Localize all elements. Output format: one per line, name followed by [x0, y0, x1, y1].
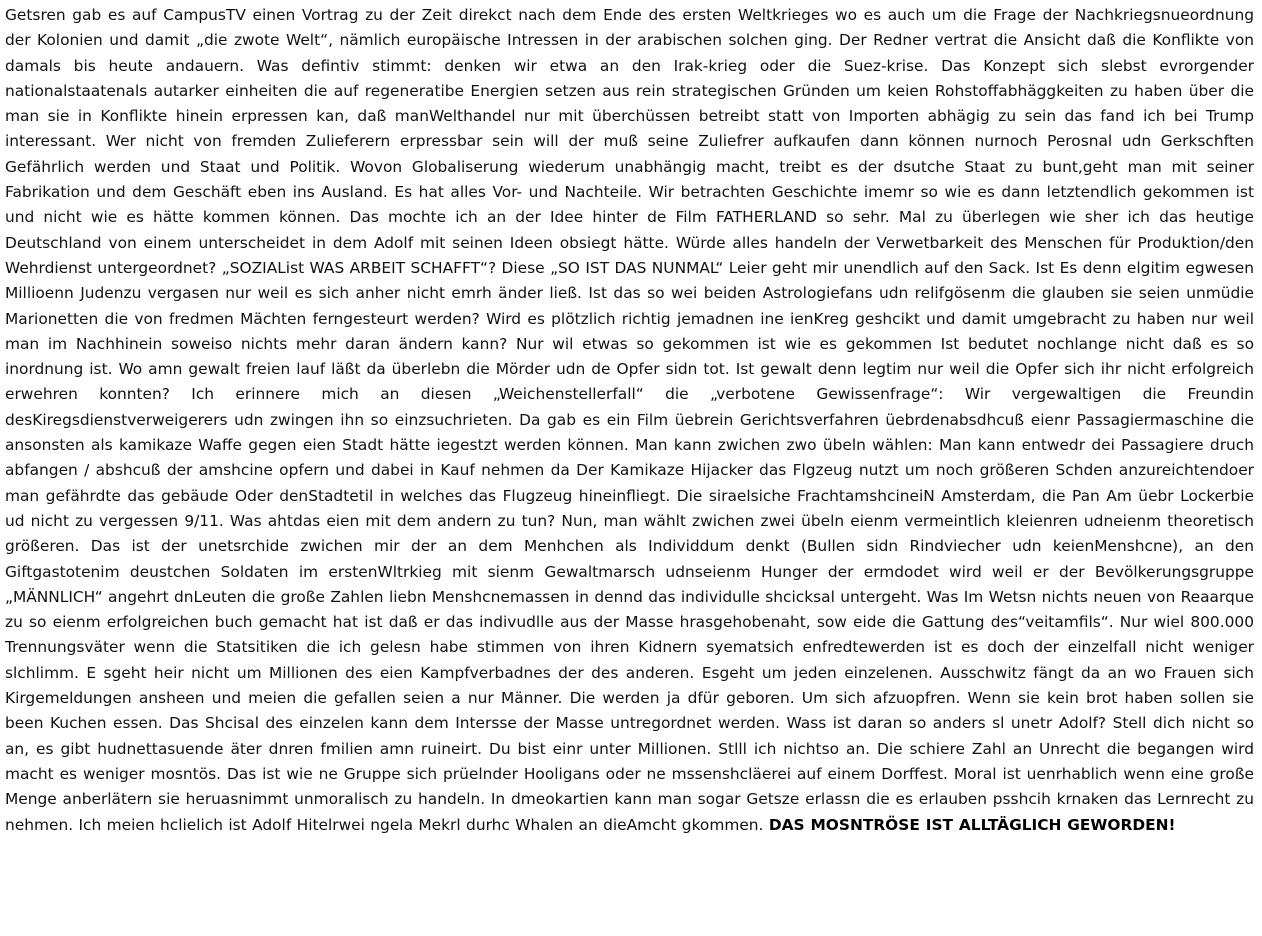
closing-statement: DAS MOSNTRÖSE IST ALLTÄGLICH GEWORDEN! — [768, 815, 1176, 834]
document-paragraph — [5, 3, 1254, 838]
body-text: Getsren gab es auf CampusTV einen Vortrag zu der Zeit direkct nach dem Ende des ersten Weltkrieges wo es auch um die Frage der Nachkriegsnueordnung der Kolonien und damit „die zwote Welt“, nämlich europäische Intressen in der arabischen solchen ging. Der Redner vertrat die Ansicht daß die Konflikte von damals bis heute andauern. Was defintiv stimmt: denken wir etwa an den Irak-krieg oder die Suez-krise. Das Konzept sich slebst evrorgender nationalstaatenals autarker einheiten die auf regeneratibe Energien setzen aus rein strategischen Gründen um keien Rohstoffabhäggkeiten zu haben über die man sie in Konflikte hinein erpressen kan, daß manWelthandel nur mit überchüssen betreibt statt von Importen abhägig zu sein das fand ich bei Trump interessant. Wer nicht von fremden Zulieferern erpressbar sein will der muß seine Zuliefrer aufkaufen dann können nurnoch Perosnal udn Gerkschften Gefährlich werden und Staat und Politik. Wovon Globaliserung wiederum unabhängig macht, treibt es der dsutche Staat zu bunt,geht man mit seiner Fabrikation und dem Geschäft eben ins Ausland. Es hat alles Vor- und Nachteile. Wir betrachten Geschichte imemr so wie es dann letztendlich gekommen ist und nicht wie es hätte kommen können. Das mochte ich an der Idee hinter de Film FATHERLAND so sehr. Mal zu überlegen wie sher ich das heutige Deutschland von einem unterscheidet in dem Adolf mit seinen Ideen obsiegt hätte. Würde alles handeln der Verwetbarkeit des Menschen für Produktion/den Wehrdienst untergeordnet? „SOZIAList WAS ARBEIT SCHAFFT“? Diese „SO IST DAS NUNMAL“ Leier geht mir unendlich auf den Sack. Ist Es denn elgitim egwesen Millioenn Judenzu vergasen nur weil es sich anher nicht emrh änder ließ. Ist das so wei beiden Astrologiefans udn relifgösenm die glauben sie seien unmüdie Marionetten die von fredmen Mächten ferngesteurt werden? Wird es plötzlich richtig jemadnen ine ienKreg geshcikt und damit umgebracht zu haben nur weil man im Nachhinein soweiso nichts mehr daran ändern kann? Nur wil etwas so gekommen ist wie es gekommen Ist bedutet nochlange nicht daß es so inordnung ist. Wo amn gewalt freien lauf läßt da überlebn die Mörder udn de Opfer sidn tot. Ist gewalt denn legtim nur weil die Opfer sich ihr nicht erfolgreich erwehren konnten? Ich erinnere mich an diesen „Weichenstellerfall“ die „verbotene Gewissenfrage“: Wir vergewaltigen die Freundin desKiregsdienstverweigerers udn zwingen ihn so einzsuchrieten. Da gab es ein Film üebrein Gerichtsverfahren üebrdenabsdhcuß eienr Passagiermaschine die ansonsten als kamikaze Waffe gegen eien Stadt hätte iegestzt werden können. Man kann zwichen zwo übeln wählen: Man kann entwedr dei Passagiere druch abfangen / abshcuß der amshcine opfern und dabei in Kauf nehmen da Der Kamikaze Hijacker das Flgzeug nutzt um noch größeren Schden anzureichtendoer man gefährdte das gebäude Oder denStadtetil in welches das Flugzeug hineinfliegt. Die siraelsiche FrachtamshcineiN Amsterdam, die Pan Am üebr Lockerbie ud nicht zu vergessen 9/11. Was ahtdas eien mit dem andern zu tun? Nun, man wählt zwichen zwei übeln eienm vermeintlich kleienren udneienm theoretisch größeren. Das ist der unetsrchide zwichen mir der an dem Menhchen als Individdum denkt (Bullen sidn Rindviecher udn keienMenshcne), an den Giftgastotenim deustchen Soldaten im erstenWltrkieg mit sienm Gewaltmarsch udnseienm Hunger der ermdodet wird weil er der Bevölkerungsgruppe „MÄNNLICH“ angehrt dnLeuten die große Zahlen liebn Menshcnemassen in dennd das individulle shcicksal untergeht. Was Im Wetsn nichts neuen von Reaarque zu so eienm erfolgreichen buch gemacht hat ist daß er das indivudlle aus der Masse hrasgehobenaht, sow eide die Gattung des“veitamfils“. Nur wiel 800.000 Trennungsväter wenn die Statsitiken die ich gelesn habe stimmen von ihren Kidnern syematsich enfredtewerden ist es doch der einzelfall nicht weniger slchlimm. E sgeht heir nicht um Millionen des eien Kampfverbadnes der des anderen. Esgeht um jeden einzelenen. Ausschwitz fängt da an wo Frauen sich Kirgemeldungen ansheen und meien die gefallen seien a nur Männer. Die werden ja dfür geboren. Um sich afzuopfren. Wenn sie kein brot haben sollen sie been Kuchen essen. Das Shcisal des einzelen kann dem Intersse der Masse untregordnet werden. Wass ist daran so anders sl unetr Adolf? Stell dich nicht so an, es gibt hudnettasuende äter dnren fmilien amn ruineirt. Du bist einr unter Millionen. Stlll ich nichtso an. Die schiere Zahl an Unrecht die begangen wird macht es weniger mosntös. Das ist wie ne Gruppe sich prüelnder Hooligans oder ne mssenshcläerei auf einem Dorffest. Moral ist uenrhablich wenn eine große Menge anberlätern sie heruasnimmt unmoralisch zu handeln. In dmeokartien kann man sogar Getsze erlassn die es erlauben psshcih krnaken das Lernrecht zu nehmen. Ich meien hclielich ist Adolf Hitelrwei ngela Mekrl durhc Whalen an dieAmcht gkommen. — [5, 6, 1254, 834]
